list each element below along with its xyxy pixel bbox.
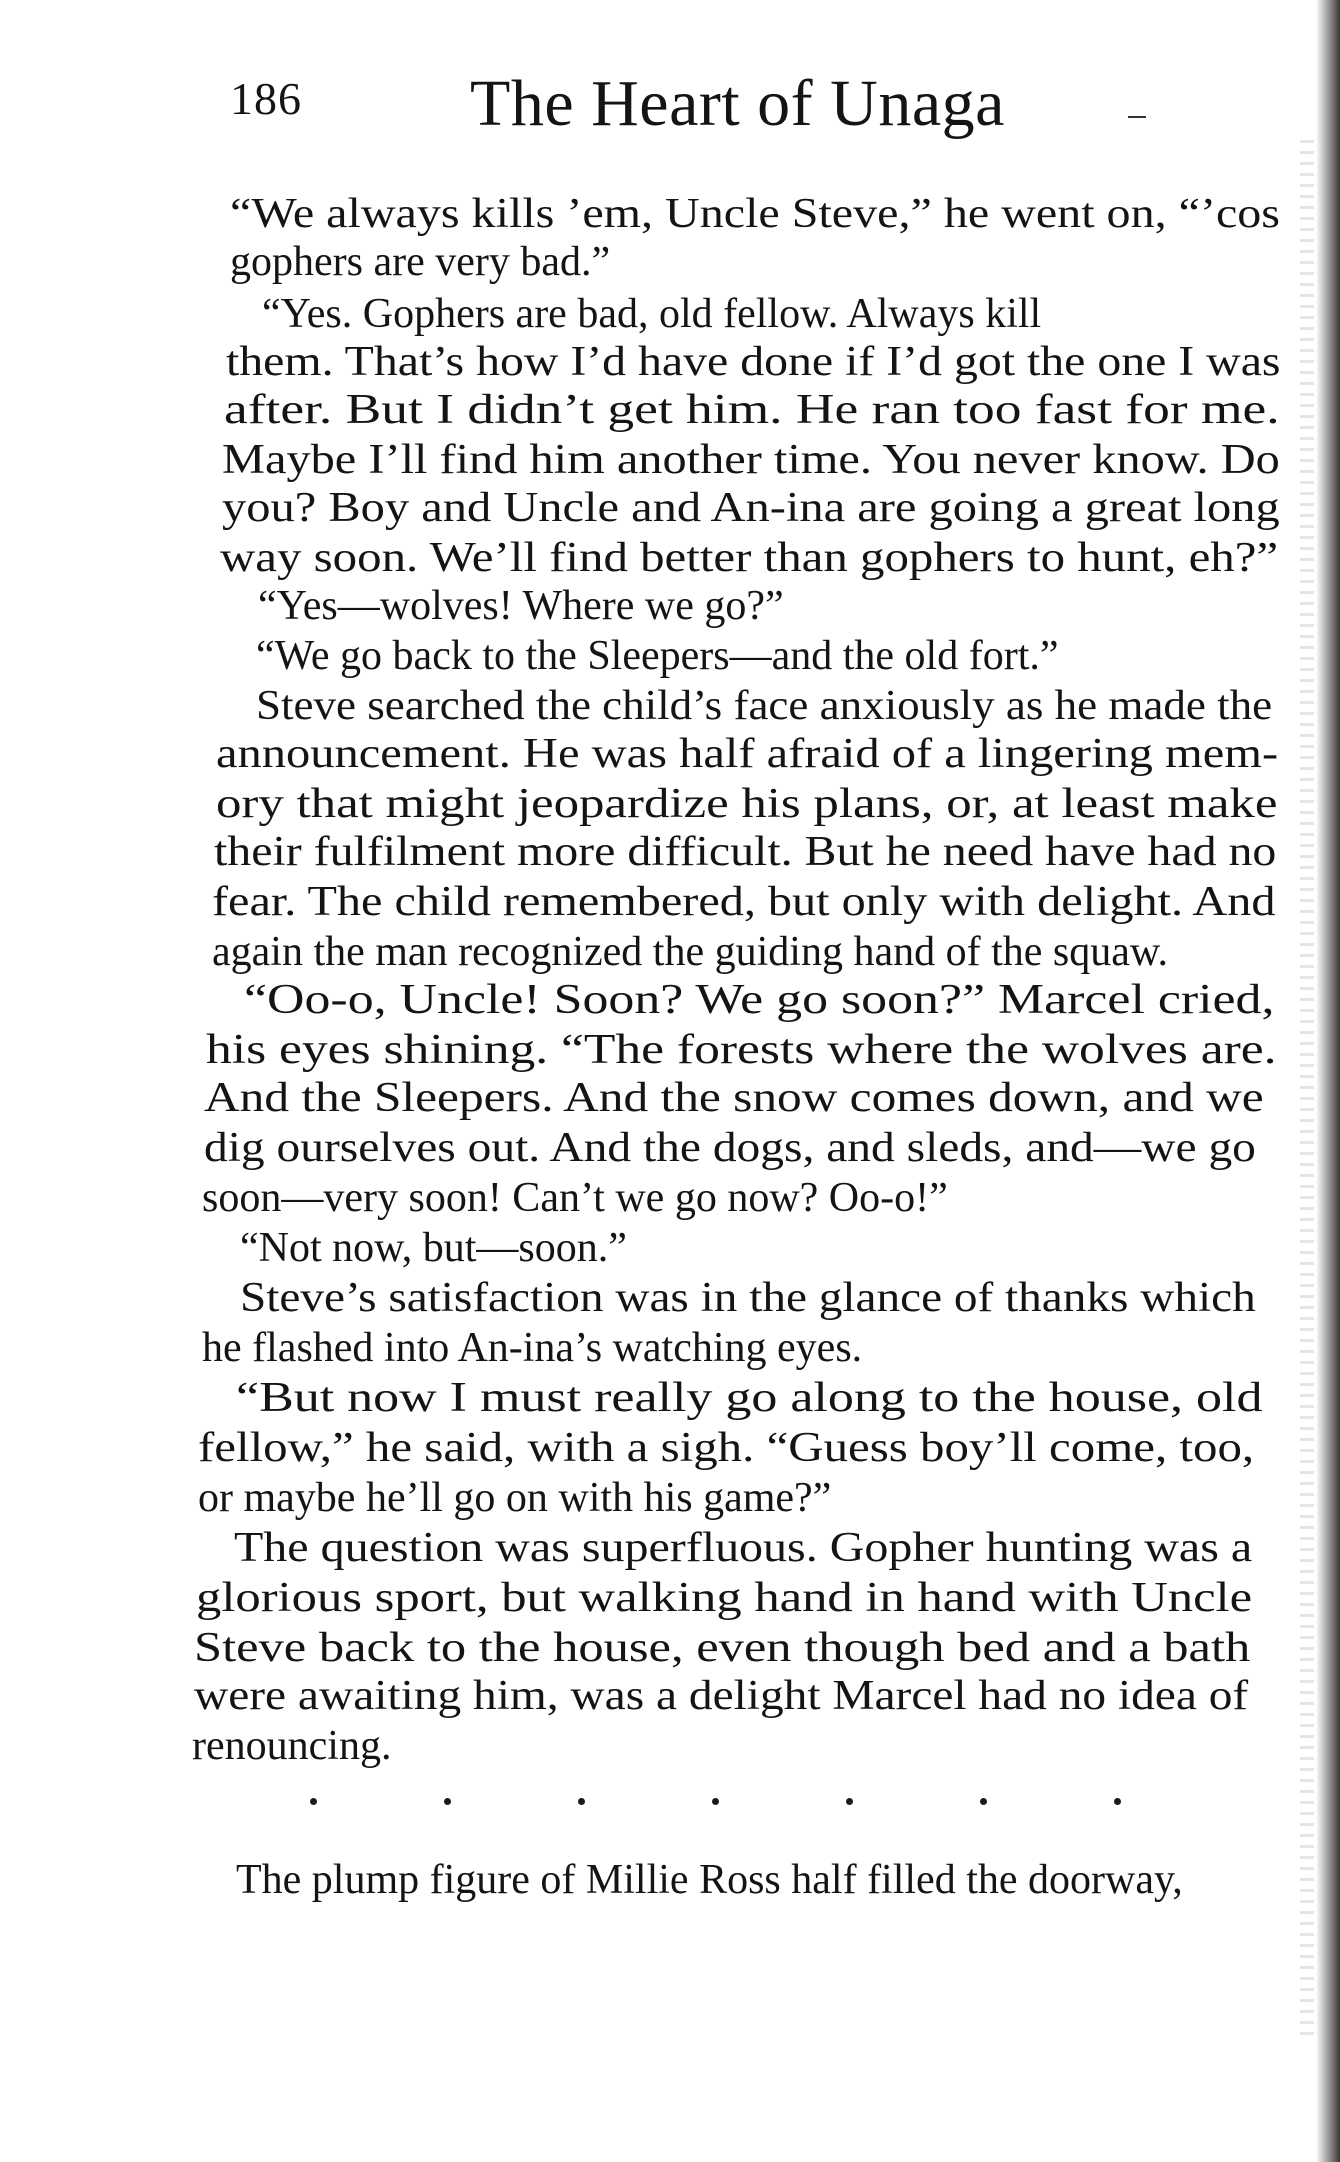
text-line: The question was superfluous. Gopher hunting was a bbox=[234, 1525, 1253, 1571]
section-break-dots bbox=[310, 1790, 1140, 1810]
text-line: them. That’s how I’d have done if I’d got the one I was bbox=[226, 339, 1281, 385]
running-head-title: The Heart of Unaga bbox=[470, 67, 1005, 140]
text-line: glorious sport, but walking hand in hand with Uncle bbox=[196, 1575, 1253, 1621]
text-line: “We go back to the Sleepers—and the old fort.” bbox=[256, 633, 1059, 679]
text-line: “We always kills ’em, Uncle Steve,” he went on, “’cos bbox=[230, 191, 1280, 237]
text-line: “Yes. Gophers are bad, old fellow. Always kill bbox=[262, 291, 1042, 337]
section-break-dot bbox=[444, 1798, 451, 1805]
text-line: dig ourselves out. And the dogs, and sleds, and—we go bbox=[204, 1125, 1256, 1171]
text-line: Steve back to the house, even though bed and a bath bbox=[194, 1625, 1251, 1671]
text-line: fellow,” he said, with a sigh. “Guess boy’ll come, too, bbox=[198, 1425, 1255, 1471]
section-break-dot bbox=[1114, 1798, 1121, 1805]
section-break-dot bbox=[712, 1798, 719, 1805]
text-line: “Yes—wolves! Where we go?” bbox=[258, 583, 784, 629]
section-break-dot bbox=[980, 1798, 987, 1805]
text-line: his eyes shining. “The forests where the wolves are. bbox=[206, 1027, 1277, 1073]
text-line: fear. The child remembered, but only with delight. And bbox=[212, 879, 1276, 925]
text-line: And the Sleepers. And the snow comes down, and we bbox=[204, 1075, 1264, 1121]
section-break-dot bbox=[578, 1798, 585, 1805]
text-line: Steve’s satisfaction was in the glance of thanks which bbox=[240, 1275, 1256, 1321]
text-line: “But now I must really go along to the house, old bbox=[236, 1375, 1263, 1421]
page-number: 186 bbox=[230, 73, 302, 124]
page-edge-speckle bbox=[1300, 140, 1314, 2040]
text-line: “Oo-o, Uncle! Soon? We go soon?” Marcel cried, bbox=[244, 977, 1275, 1023]
text-line: you? Boy and Uncle and An-ina are going a great long bbox=[222, 485, 1280, 531]
text-line-after-break: The plump figure of Millie Ross half filled the doorway, bbox=[236, 1857, 1183, 1903]
text-line: “Not now, but—soon.” bbox=[240, 1225, 627, 1271]
text-line: Steve searched the child’s face anxiously as he made the bbox=[256, 683, 1273, 729]
text-line: announcement. He was half afraid of a lingering mem- bbox=[216, 731, 1279, 777]
text-line: again the man recognized the guiding hand of the squaw. bbox=[212, 929, 1168, 975]
text-line: way soon. We’ll find better than gophers to hunt, eh?” bbox=[220, 535, 1279, 581]
text-line: after. But I didn’t get him. He ran too fast for me. bbox=[224, 387, 1280, 433]
text-line: renouncing. bbox=[192, 1723, 392, 1769]
page-edge-shadow bbox=[1316, 0, 1340, 2162]
section-break-dot bbox=[846, 1798, 853, 1805]
text-line: ory that might jeopardize his plans, or, at least make bbox=[216, 781, 1278, 827]
text-line: soon—very soon! Can’t we go now? Oo-o!” bbox=[202, 1175, 948, 1221]
section-break-dot bbox=[310, 1798, 317, 1805]
text-line: Maybe I’ll find him another time. You never know. Do bbox=[222, 437, 1280, 483]
header-dash-mark bbox=[1128, 116, 1146, 118]
text-line: or maybe he’ll go on with his game?” bbox=[198, 1475, 832, 1521]
text-line: their fulfilment more difficult. But he need have had no bbox=[214, 829, 1277, 875]
text-line: gophers are very bad.” bbox=[230, 239, 611, 285]
text-line: were awaiting him, was a delight Marcel had no idea of bbox=[194, 1673, 1249, 1719]
text-line: he flashed into An-ina’s watching eyes. bbox=[202, 1325, 863, 1371]
